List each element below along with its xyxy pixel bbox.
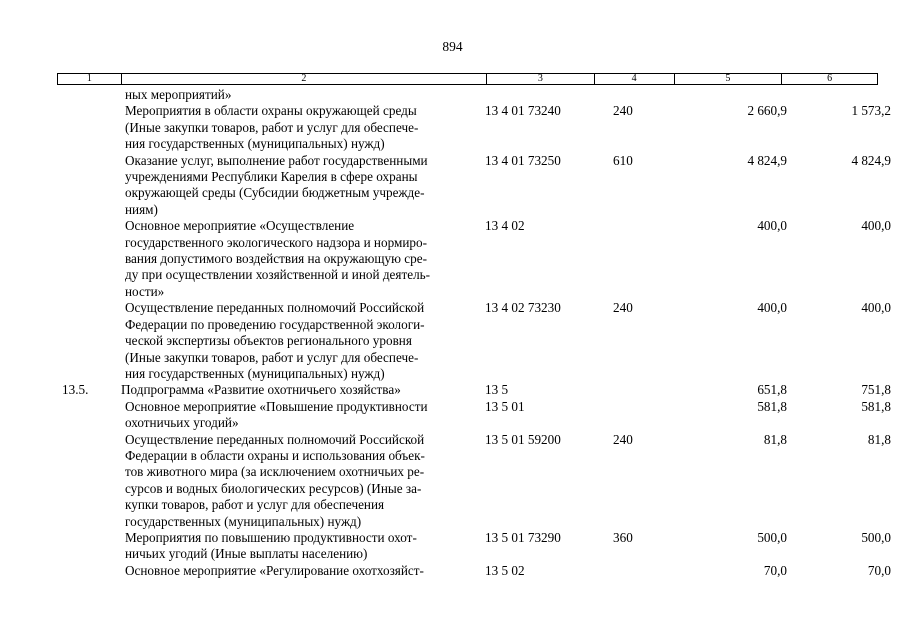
table-row: [0, 300, 905, 382]
row-number: [0, 153, 124, 219]
table-row: [0, 218, 905, 300]
row-number: [0, 103, 124, 152]
column-header-1: 1: [86, 73, 92, 84]
row-name: Подпрограмма «Развитие охотничьего хозяйства»: [121, 382, 401, 398]
row-type: [613, 563, 665, 579]
row-name: Мероприятия по повышению продуктивности охот- ничьих угодий (Иные выплаты населению): [125, 529, 417, 562]
row-number: [0, 563, 124, 579]
row-value-2: 500,0: [861, 529, 891, 545]
table-row: [0, 103, 905, 152]
row-code: 13 5 01 59200: [485, 431, 561, 447]
row-value-2: 581,8: [861, 398, 891, 414]
row-name: Осуществление переданных полномочий Российской Федерации в области охраны и использования объек- тов животного мира (за исключением охотничьих ре- сурсов и водных биологических ресурсов) (Иные за- купки товаров, работ и услуг для обеспечения государственных (муниципальных) нужд): [125, 431, 425, 529]
table-row: [0, 563, 905, 579]
column-header-5: 5: [674, 74, 782, 84]
row-number: [0, 300, 124, 382]
row-value-1: 81,8: [763, 431, 787, 447]
row-value-1: 651,8: [757, 382, 787, 398]
column-header-3: 3: [486, 74, 594, 84]
row-code: 13 5 02: [485, 562, 525, 578]
row-number: [0, 399, 124, 432]
table-row: [0, 432, 905, 530]
row-type: [613, 87, 665, 103]
row-name: Мероприятия в области охраны окружающей среды (Иные закупки товаров, работ и услуг для обеспече- ния государственных (муниципальных) нужд): [125, 103, 419, 152]
row-value-2: 1 573,2: [851, 103, 891, 119]
row-value-2: 400,0: [861, 300, 891, 316]
row-type: [613, 218, 665, 300]
table-row: [0, 530, 905, 563]
row-number: 13.5.: [62, 382, 89, 398]
row-value-1: 581,8: [757, 398, 787, 414]
column-header-4: 4: [594, 74, 674, 84]
table-row: [0, 399, 905, 432]
row-value-2: [787, 87, 891, 103]
page-number: 894: [442, 39, 463, 54]
row-name: Основное мероприятие «Повышение продуктивности охотничьих угодий»: [125, 398, 428, 431]
row-code: 13 4 01 73250: [485, 152, 561, 168]
row-code: 13 5: [485, 382, 509, 398]
row-value-1: 500,0: [757, 529, 787, 545]
row-code: [480, 87, 613, 103]
table-row: [0, 153, 905, 219]
row-type: [613, 399, 665, 432]
row-number: [0, 530, 124, 563]
row-code: 13 4 02 73230: [485, 300, 561, 316]
row-name: Основное мероприятие «Регулирование охотхозяйст-: [125, 562, 424, 578]
row-name: Осуществление переданных полномочий Российской Федерации по проведению государственной экологи- ческой экспертизы объектов регионального уровня (Иные закупки товаров, работ и услуг для обеспече- ния государственных (муниципальных) нужд): [125, 300, 425, 381]
row-code: 13 4 01 73240: [485, 103, 561, 119]
column-header-6: 6: [781, 74, 877, 84]
row-value-2: 81,8: [867, 431, 891, 447]
row-value-2: 751,8: [861, 382, 891, 398]
row-value-1: [665, 87, 787, 103]
row-value-2: 70,0: [867, 562, 891, 578]
row-type: [613, 382, 665, 398]
row-type: 240: [613, 431, 633, 447]
row-value-1: 4 824,9: [747, 152, 787, 168]
row-number: [0, 87, 124, 103]
row-name: ных мероприятий»: [125, 87, 232, 102]
column-header-2: 2: [121, 74, 486, 84]
row-code: 13 4 02: [485, 218, 525, 234]
row-code: 13 5 01 73290: [485, 529, 561, 545]
row-value-2: 400,0: [861, 218, 891, 234]
row-number: [0, 218, 124, 300]
row-name: Основное мероприятие «Осуществление государственного экологического надзора и нормиро- вания допустимого воздействия на окружающую сре- ду при осуществлении хозяйственной и иной деятель- ности»: [125, 218, 431, 299]
row-value-1: 400,0: [757, 218, 787, 234]
row-code: 13 5 01: [485, 398, 525, 414]
row-name: Оказание услуг, выполнение работ государственными учреждениями Республики Карелия в сфере охраны окружающей среды (Субсидии бюджетным учрежде- ниям): [125, 152, 428, 217]
row-value-2: 4 824,9: [851, 152, 891, 168]
table-row: [0, 87, 905, 103]
row-value-1: 70,0: [763, 562, 787, 578]
row-number: [0, 432, 124, 530]
column-header-row: [57, 73, 878, 85]
row-value-1: 2 660,9: [747, 103, 787, 119]
row-type: 240: [613, 103, 633, 119]
row-type: 610: [613, 152, 633, 168]
budget-table-body: [0, 87, 905, 579]
row-type: 360: [613, 529, 633, 545]
row-value-1: 400,0: [757, 300, 787, 316]
row-type: 240: [613, 300, 633, 316]
table-row: [0, 382, 905, 398]
